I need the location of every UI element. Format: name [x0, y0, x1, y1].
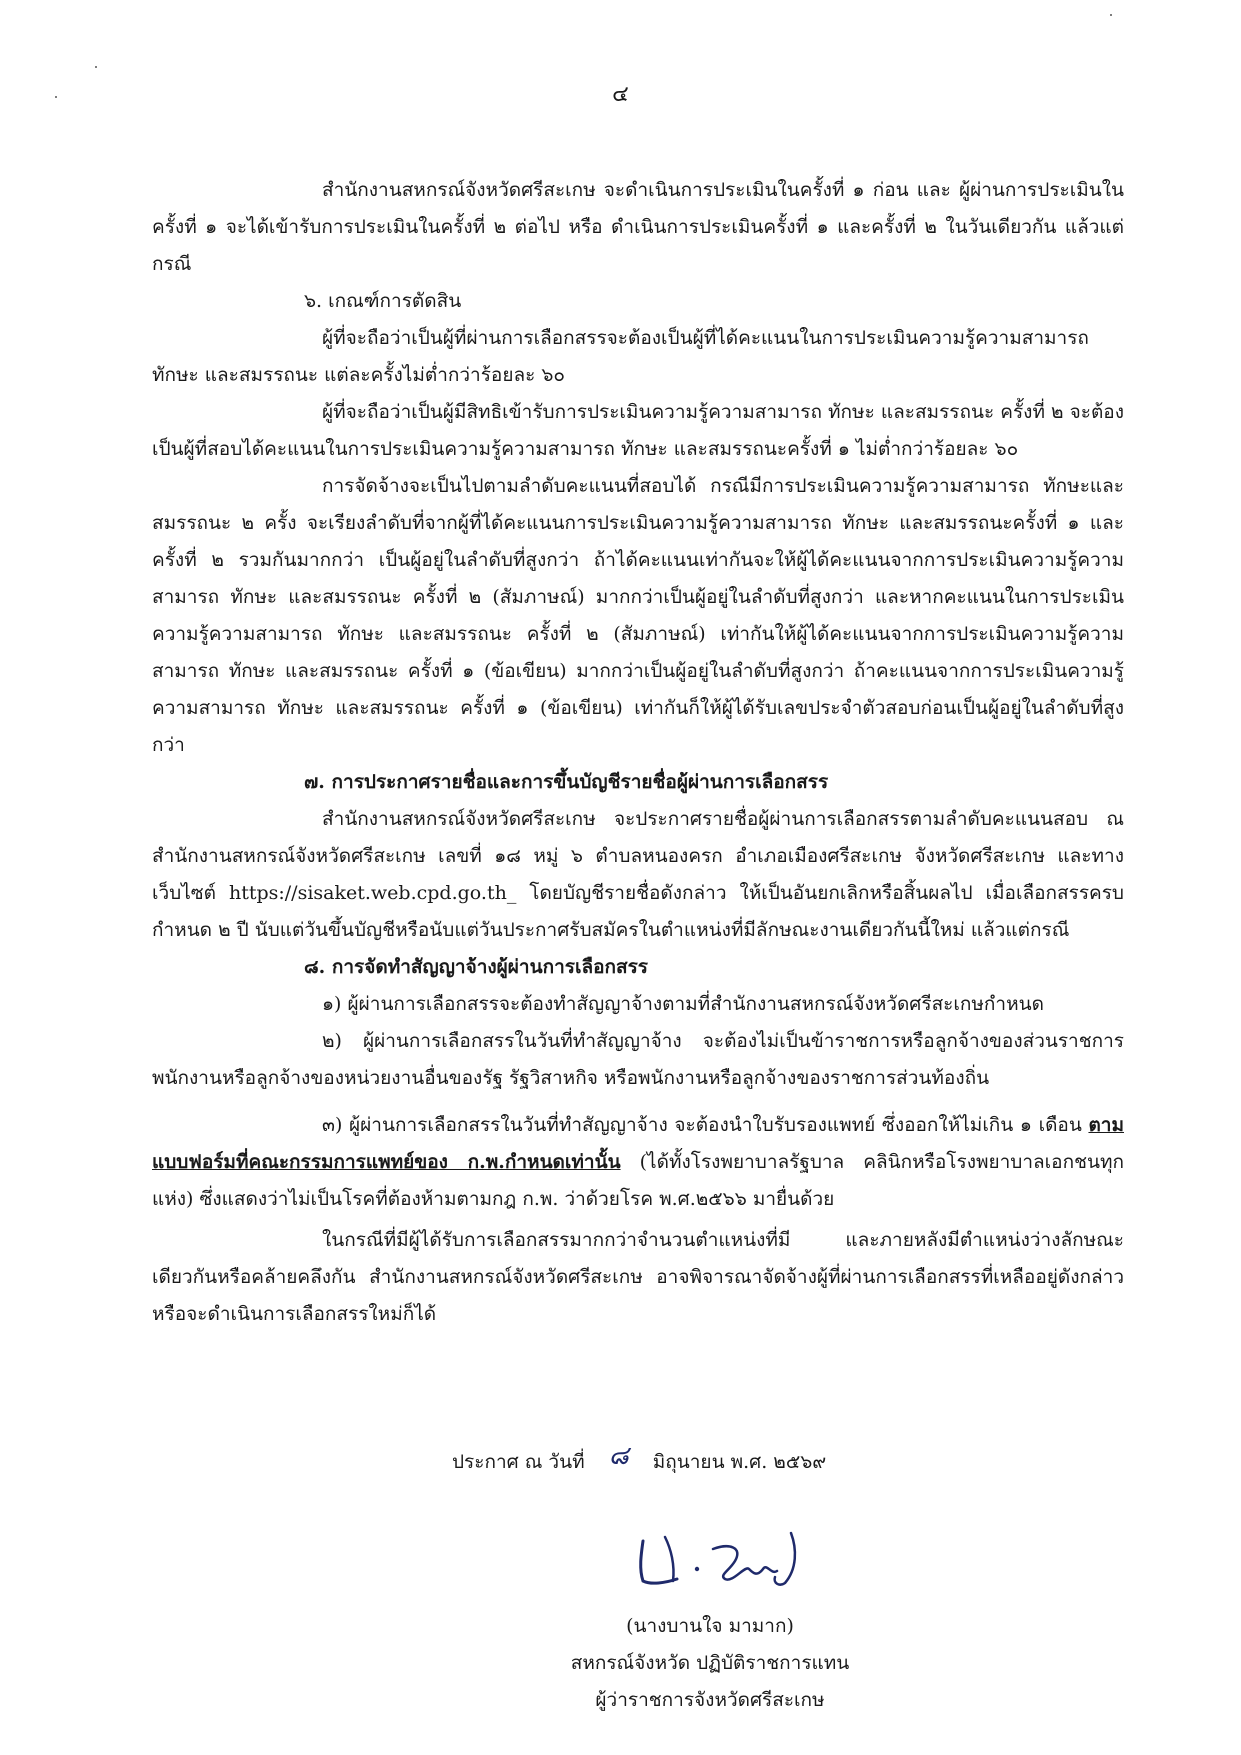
- section-8-heading: ๘. การจัดทำสัญญาจ้างผู้ผ่านการเลือกสรร: [304, 956, 649, 978]
- signature-block: [560, 1608, 860, 1719]
- page-number: ๔: [612, 82, 629, 107]
- medical-form-requirement: ตามแบบฟอร์มที่คณะกรรมการแพทย์ของ ก.พ.กำหนดเท่านั้น: [152, 1114, 1124, 1173]
- document-body: [152, 172, 1124, 1333]
- announcement-date: [452, 1440, 1012, 1482]
- section-8-item-3-tail: (ได้ทั้งโรงพยาบาลรัฐบาล คลินิกหรือโรงพยาบาลเอกชนทุกแห่ง) ซึ่งแสดงว่าไม่เป็นโรคที่ต้องห้ามตามกฎ ก.พ. ว่าด้วยโรค พ.ศ.๒๕๖๖ มายื่นด้วย: [152, 1151, 1124, 1210]
- section-6-paragraph-2: ผู้ที่จะถือว่าเป็นผู้มีสิทธิเข้ารับการประเมินความรู้ความสามารถ ทักษะ และสมรรถนะ ครั้งที่ ๒ จะต้องเป็นผู้ที่สอบได้คะแนนในการประเมินความรู้ความสามารถ ทักษะ และสมรรถนะครั้งที่ ๑ ไม่ต่ำกว่าร้อยละ ๖๐: [152, 401, 1124, 460]
- section-7-paragraph-1: สำนักงานสหกรณ์จังหวัดศรีสะเกษ จะประกาศรายชื่อผู้ผ่านการเลือกสรรตามลำดับคะแนนสอบ ณ สำนักงานสหกรณ์จังหวัดศรีสะเกษ เลขที่ ๑๘ หมู่ ๖ ตำบลหนองครก อำเภอเมืองศรีสะเกษ จังหวัดศรีสะเกษ และทางเว็บไซต์ https://sisaket.web.cpd.go.th_ โดยบัญชีรายชื่อดังกล่าว ให้เป็นอันยกเลิกหรือสิ้นผลไป เมื่อเลือกสรรครบกำหนด ๒ ปี นับแต่วันขึ้นบัญชีหรือนับแต่วันประกาศรับสมัครในตำแหน่งที่มีลักษณะงานเดียวกันนี้ใหม่ แล้วแต่กรณี: [152, 808, 1124, 941]
- handwritten-day: ๘: [608, 1441, 629, 1471]
- announcement-month-year: มิถุนายน พ.ศ. ๒๕๖๙: [652, 1451, 827, 1473]
- scan-speck: [1110, 14, 1112, 16]
- section-6-heading: ๖. เกณฑ์การตัดสิน: [304, 290, 462, 312]
- section-6-paragraph-1: ผู้ที่จะถือว่าเป็นผู้ที่ผ่านการเลือกสรรจะต้องเป็นผู้ที่ได้คะแนนในการประเมินความรู้ความสามารถ ทักษะ และสมรรถนะ แต่ละครั้งไม่ต่ำกว่าร้อยละ ๖๐: [152, 327, 1089, 386]
- section-8-item-3: [152, 1107, 1124, 1218]
- section-8-item-1: ๑) ผู้ผ่านการเลือกสรรจะต้องทำสัญญาจ้างตามที่สำนักงานสหกรณ์จังหวัดศรีสะเกษกำหนด: [322, 993, 1044, 1015]
- section-6-paragraph-3: การจัดจ้างจะเป็นไปตามลำดับคะแนนที่สอบได้ กรณีมีการประเมินความรู้ความสามารถ ทักษะและสมรรถนะ ๒ ครั้ง จะเรียงลำดับที่จากผู้ที่ได้คะแนนการประเมินความรู้ความสามารถ ทักษะ และสมรรถนะครั้งที่ ๑ และครั้งที่ ๒ รวมกันมากกว่า เป็นผู้อยู่ในลำดับที่สูงกว่า ถ้าได้คะแนนเท่ากันจะให้ผู้ได้คะแนนจากการประเมินความรู้ความสามารถ ทักษะ และสมรรถนะ ครั้งที่ ๒ (สัมภาษณ์) มากกว่าเป็นผู้อยู่ในลำดับที่สูงกว่า และหากคะแนนในการประเมินความรู้ความสามารถ ทักษะ และสมรรถนะ ครั้งที่ ๒ (สัมภาษณ์) เท่ากันให้ผู้ได้คะแนนจากการประเมินความรู้ความสามารถ ทักษะ และสมรรถนะ ครั้งที่ ๑ (ข้อเขียน) มากกว่าเป็นผู้อยู่ในลำดับที่สูงกว่า ถ้าคะแนนจากการประเมินความรู้ความสามารถ ทักษะ และสมรรถนะ ครั้งที่ ๑ (ข้อเขียน) เท่ากันก็ให้ผู้ได้รับเลขประจำตัวสอบก่อนเป็นผู้อยู่ในลำดับที่สูงกว่า: [152, 475, 1124, 756]
- section-7-heading: ๗. การประกาศรายชื่อและการขึ้นบัญชีรายชื่อผู้ผ่านการเลือกสรร: [304, 771, 829, 793]
- scan-speck: [95, 66, 97, 68]
- signatory-name: (นางบานใจ มามาก): [626, 1615, 794, 1637]
- announcement-prefix: ประกาศ ณ วันที่: [452, 1451, 585, 1473]
- signatory-title-2: ผู้ว่าราชการจังหวัดศรีสะเกษ: [595, 1689, 825, 1711]
- section-8-item-3-lead: ๓) ผู้ผ่านการเลือกสรรในวันที่ทำสัญญาจ้าง จะต้องนำใบรับรองแพทย์ ซึ่งออกให้ไม่เกิน ๑ เดือน: [322, 1114, 1089, 1136]
- signatory-title-1: สหกรณ์จังหวัด ปฏิบัติราชการแทน: [570, 1652, 850, 1674]
- signature-image: [625, 1525, 875, 1595]
- intro-paragraph: สำนักงานสหกรณ์จังหวัดศรีสะเกษ จะดำเนินการประเมินในครั้งที่ ๑ ก่อน และ ผู้ผ่านการประเมินในครั้งที่ ๑ จะได้เข้ารับการประเมินในครั้งที่ ๒ ต่อไป หรือ ดำเนินการประเมินครั้งที่ ๑ และครั้งที่ ๒ ในวันเดียวกัน แล้วแต่กรณี: [152, 179, 1124, 275]
- section-8-paragraph-4: ในกรณีที่มีผู้ได้รับการเลือกสรรมากกว่าจำนวนตำแหน่งที่มี และภายหลังมีตำแหน่งว่างลักษณะเดียวกันหรือคล้ายคลึงกัน สำนักงานสหกรณ์จังหวัดศรีสะเกษ อาจพิจารณาจัดจ้างผู้ที่ผ่านการเลือกสรรที่เหลืออยู่ดังกล่าวหรือจะดำเนินการเลือกสรรใหม่ก็ได้: [152, 1229, 1124, 1325]
- section-8-item-2: ๒) ผู้ผ่านการเลือกสรรในวันที่ทำสัญญาจ้าง จะต้องไม่เป็นข้าราชการหรือลูกจ้างของส่วนราชการ พนักงานหรือลูกจ้างของหน่วยงานอื่นของรัฐ รัฐวิสาหกิจ หรือพนักงานหรือลูกจ้างของราชการส่วนท้องถิ่น: [152, 1030, 1124, 1089]
